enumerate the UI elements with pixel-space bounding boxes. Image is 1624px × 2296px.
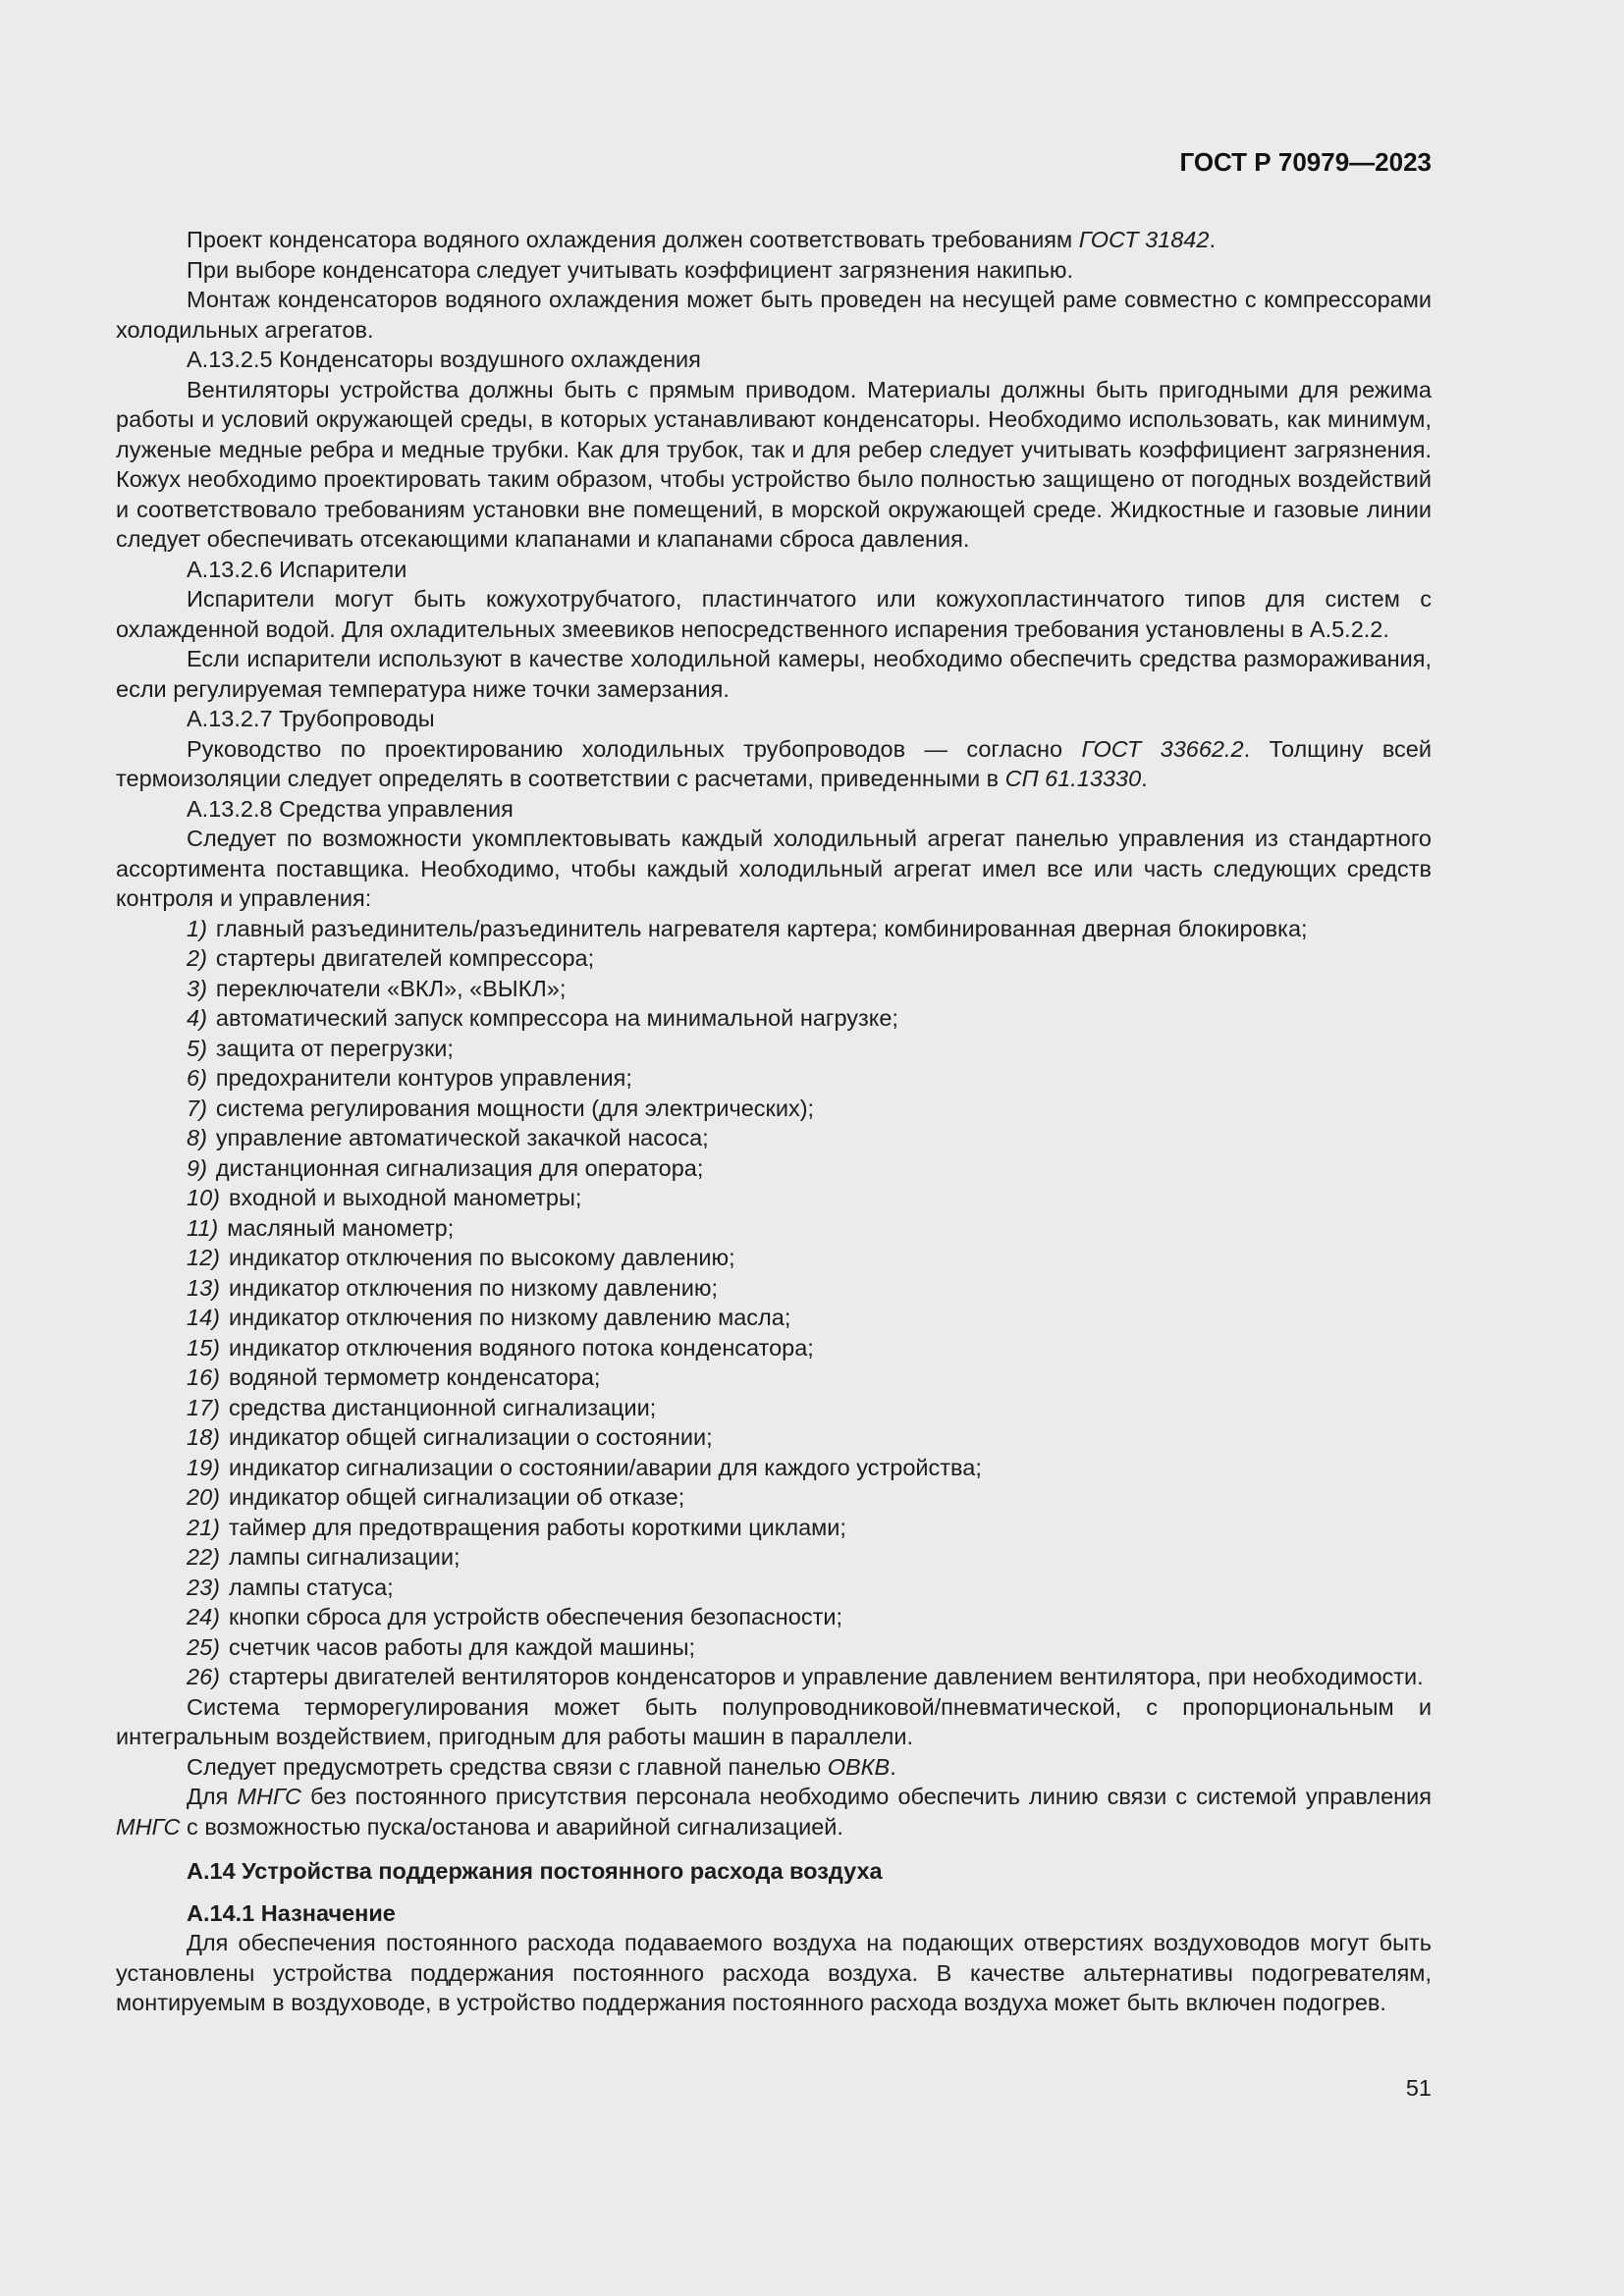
list-item bbox=[116, 974, 1432, 1004]
list-item bbox=[116, 1513, 1432, 1543]
list-item bbox=[116, 1003, 1432, 1034]
list-item-number: 11) bbox=[187, 1214, 219, 1241]
list-item-text: индикатор отключения водяного потока конденсатора; bbox=[228, 1334, 814, 1361]
subsection-title: А.13.2.5 Конденсаторы воздушного охлаждения bbox=[187, 347, 701, 372]
list-item-text: автоматический запуск компрессора на минимальной нагрузке; bbox=[215, 1005, 898, 1031]
list-item bbox=[116, 1393, 1432, 1423]
list-item bbox=[116, 1153, 1432, 1184]
abbreviation: ОВКВ bbox=[827, 1753, 891, 1780]
paragraph: Монтаж конденсаторов водяного охлаждения может быть проведен на несущей раме совместно с компрессорами холодильных агрегатов. bbox=[116, 287, 1432, 343]
list-item bbox=[116, 1453, 1432, 1483]
list-item-number: 8) bbox=[187, 1125, 207, 1150]
list-item-text: главный разъединитель/разъединитель нагревателя картера; комбинированная дверная блокировка; bbox=[215, 915, 1308, 941]
list-item bbox=[116, 914, 1432, 944]
paragraph: Вентиляторы устройства должны быть с прямым приводом. Материалы должны быть пригодными для режима работы и условий окружающей среды, в которых устанавливают конденсаторы. Необходимо использовать, как минимум, луженые медные ребра и медные трубки. Как для трубок, так и для ребер следует учитывать коэффициент загрязнения. Кожух необходимо проектировать таким образом, чтобы устройство было полностью защищено от погодных воздействий и соответствовало требованиям установки вне помещений, в морской окружающей среде. Жидкостные и газовые линии следует обеспечивать отсекающими клапанами и клапанами сброса давления. bbox=[116, 376, 1432, 552]
list-item-number: 14) bbox=[187, 1305, 220, 1330]
paragraph: Испарители могут быть кожухотрубчатого, пластинчатого или кожухопластинчатого типов для систем с охлажденной водой. Для охладительных змеевиков непосредственного испарения требования установлены в А.5.2.2. bbox=[116, 586, 1432, 642]
list-item-text: стартеры двигателей вентиляторов конденсаторов и управление давлением вентилятора, при необходимости. bbox=[228, 1664, 1424, 1689]
list-item-text: средства дистанционной сигнализации; bbox=[228, 1394, 657, 1420]
paragraph: Система терморегулирования может быть полупроводниковой/пневматической, с пропорциональным и интегральным воздействием, пригодным для работы машин в параллели. bbox=[116, 1693, 1432, 1749]
subsection-title: А.13.2.8 Средства управления bbox=[187, 795, 514, 822]
paragraph: При выборе конденсатора следует учитывать коэффициент загрязнения накипью. bbox=[187, 256, 1073, 283]
list-item-text: предохранители контуров управления; bbox=[215, 1065, 632, 1091]
list-item-number: 5) bbox=[187, 1035, 207, 1061]
list-item bbox=[116, 1632, 1432, 1663]
list-item bbox=[116, 1183, 1432, 1213]
list-item bbox=[116, 1333, 1432, 1363]
list-item-text: индикатор общей сигнализации о состоянии; bbox=[228, 1424, 713, 1450]
list-item bbox=[116, 1662, 1432, 1692]
list-item-number: 9) bbox=[187, 1154, 207, 1181]
abbreviation: МНГС bbox=[237, 1784, 301, 1809]
list-item-text: входной и выходной манометры; bbox=[228, 1185, 582, 1210]
list-item bbox=[116, 1034, 1432, 1064]
paragraph: Следует предусмотреть средства связи с главной панелью ОВКВ. bbox=[187, 1753, 896, 1780]
list-item-number: 4) bbox=[187, 1005, 207, 1031]
paragraph: Следует по возможности укомплектовывать каждый холодильный агрегат панелью управления из стандартного ассортимента поставщика. Необходимо, чтобы каждый холодильный агрегат имел все или часть следующих средств контроля и управления: bbox=[116, 826, 1432, 911]
list-item-number: 24) bbox=[187, 1604, 220, 1629]
paragraph: Проект конденсатора водяного охлаждения должен соответствовать требованиям ГОСТ 31842. bbox=[187, 227, 1216, 252]
list-item bbox=[116, 1094, 1432, 1124]
list-item-number: 13) bbox=[187, 1274, 220, 1301]
paragraph: Для обеспечения постоянного расхода подаваемого воздуха на подающих отверстиях воздуховодов могут быть установлены устройства поддержания постоянного расхода воздуха. В качестве альтернативы подогревателям, монтируемым в воздуховоде, в устройство поддержания постоянного расхода воздуха может быть включен подогрев. bbox=[116, 1930, 1432, 2015]
list-item-number: 12) bbox=[187, 1245, 220, 1270]
abbreviation: МНГС bbox=[116, 1813, 181, 1840]
list-item-number: 3) bbox=[187, 975, 207, 1001]
standard-reference: ГОСТ 31842 bbox=[1078, 227, 1210, 252]
list-item-text: масляный манометр; bbox=[227, 1214, 455, 1241]
subsection-heading: А.14.1 Назначение bbox=[187, 1899, 396, 1926]
list-item-text: индикатор отключения по низкому давлению масла; bbox=[228, 1305, 791, 1330]
list-item-number: 23) bbox=[187, 1574, 220, 1600]
list-item bbox=[116, 1482, 1432, 1513]
subsection-title: А.13.2.7 Трубопроводы bbox=[187, 706, 435, 731]
list-item-text: индикатор общей сигнализации об отказе; bbox=[228, 1484, 685, 1510]
list-item-text: счетчик часов работы для каждой машины; bbox=[228, 1633, 695, 1660]
list-item bbox=[116, 1063, 1432, 1094]
list-item bbox=[116, 1303, 1432, 1333]
list-item-number: 22) bbox=[187, 1544, 220, 1570]
list-item bbox=[116, 1243, 1432, 1273]
page-number: 51 bbox=[1405, 2075, 1432, 2101]
list-item bbox=[116, 1213, 1432, 1244]
list-item-text: таймер для предотвращения работы короткими циклами; bbox=[228, 1514, 846, 1540]
list-item-number: 6) bbox=[187, 1065, 207, 1091]
paragraph: Если испарители используют в качестве холодильной камеры, необходимо обеспечить средства размораживания, если регулируемая температура ниже точки замерзания. bbox=[116, 646, 1432, 702]
list-item bbox=[116, 1422, 1432, 1453]
list-item bbox=[116, 1602, 1432, 1632]
list-item-text: защита от перегрузки; bbox=[215, 1035, 454, 1061]
list-item-number: 21) bbox=[187, 1514, 220, 1540]
document-body bbox=[116, 225, 1432, 2018]
section-heading: А.14 Устройства поддержания постоянного расхода воздуха bbox=[187, 1858, 883, 1884]
list-item-text: индикатор отключения по низкому давлению; bbox=[228, 1274, 719, 1301]
list-item-number: 1) bbox=[187, 915, 207, 941]
list-item-number: 10) bbox=[187, 1185, 220, 1210]
subsection-title: А.13.2.6 Испарители bbox=[187, 556, 407, 582]
list-item bbox=[116, 1123, 1432, 1153]
list-item-text: система регулирования мощности (для электрических); bbox=[215, 1095, 815, 1121]
list-item-text: управление автоматической закачкой насоса; bbox=[215, 1125, 709, 1150]
list-item-text: индикатор сигнализации о состоянии/аварии для каждого устройства; bbox=[228, 1454, 982, 1480]
list-item-number: 2) bbox=[187, 945, 207, 971]
document-code: ГОСТ Р 70979—2023 bbox=[1179, 147, 1432, 177]
list-item-number: 20) bbox=[187, 1484, 220, 1510]
list-item-number: 16) bbox=[187, 1364, 220, 1390]
list-item bbox=[116, 943, 1432, 974]
paragraph: Для МНГС без постоянного присутствия персонала необходимо обеспечить линию связи с системой управления МНГС с возможностью пуска/останова и аварийной сигнализацией. bbox=[116, 1784, 1432, 1840]
list-item-text: стартеры двигателей компрессора; bbox=[215, 945, 595, 971]
list-item-number: 15) bbox=[187, 1334, 220, 1361]
list-item bbox=[116, 1273, 1432, 1304]
list-item-text: водяной термометр конденсатора; bbox=[228, 1364, 601, 1390]
list-item-text: индикатор отключения по высокому давлению; bbox=[228, 1245, 735, 1270]
paragraph: Руководство по проектированию холодильных трубопроводов — согласно ГОСТ 33662.2. Толщину всей термоизоляции следует определять в соответствии с расчетами, приведенными в СП 61.13330. bbox=[116, 735, 1432, 791]
controls-list bbox=[116, 914, 1432, 1692]
list-item-text: лампы статуса; bbox=[228, 1574, 394, 1600]
list-item-number: 7) bbox=[187, 1095, 207, 1121]
list-item bbox=[116, 1542, 1432, 1573]
standard-reference: СП 61.13330 bbox=[1004, 766, 1142, 791]
list-item-number: 19) bbox=[187, 1454, 220, 1480]
list-item-number: 25) bbox=[187, 1633, 220, 1660]
list-item bbox=[116, 1573, 1432, 1603]
list-item bbox=[116, 1362, 1432, 1393]
list-item-text: лампы сигнализации; bbox=[228, 1544, 460, 1570]
list-item-text: кнопки сброса для устройств обеспечения безопасности; bbox=[228, 1604, 842, 1629]
standard-reference: ГОСТ 33662.2 bbox=[1081, 735, 1244, 762]
list-item-number: 26) bbox=[187, 1664, 220, 1689]
list-item-text: переключатели «ВКЛ», «ВЫКЛ»; bbox=[215, 975, 567, 1001]
list-item-text: дистанционная сигнализация для оператора; bbox=[215, 1154, 704, 1181]
list-item-number: 18) bbox=[187, 1424, 220, 1450]
list-item-number: 17) bbox=[187, 1394, 220, 1420]
